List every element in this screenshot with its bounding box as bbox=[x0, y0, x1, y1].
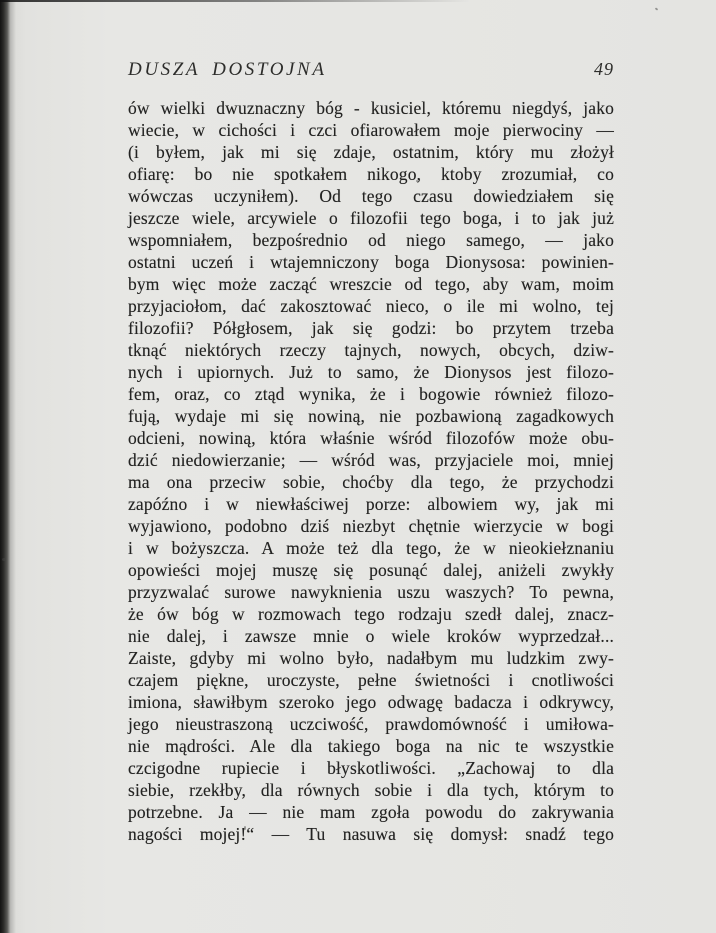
text-line: zapóźno i w niewłaściwej porze: albowiem wy, jak mi bbox=[128, 494, 614, 514]
text-line: fują, wydaje mi się nowiną, nie pozbawioną zagadkowych bbox=[128, 406, 614, 426]
scan-top-edge bbox=[0, 0, 470, 2]
text-line: Zaiste, gdyby mi wolno było, nadałbym mu ludzkim zwy- bbox=[128, 648, 614, 668]
text-line: wiecie, w cichości i czci ofiarowałem moje pierwociny — bbox=[128, 120, 614, 140]
text-line: i w bożyszcza. A może też dla tego, że w nieokiełznaniu bbox=[128, 538, 614, 558]
text-line: ów wielki dwuznaczny bóg - kusiciel, któremu niegdyś, jako bbox=[128, 98, 614, 118]
text-line: że ów bóg w rozmowach tego rodzaju szedł dalej, znacz- bbox=[128, 604, 614, 624]
text-line: nagości mojej!“ — Tu nasuwa się domysł: snadź tego bbox=[128, 824, 614, 844]
text-line: fem, oraz, co ztąd wynika, że i bogowie również filozo- bbox=[128, 384, 614, 404]
text-line: ma ona przeciw sobie, choćby dla tego, że przychodzi bbox=[128, 472, 614, 492]
text-line: ofiarę: bo nie spotkałem nikogo, ktoby zrozumiał, co bbox=[128, 164, 614, 184]
text-line: przyzwalać surowe nawyknienia uszu waszych? To pewna, bbox=[128, 582, 614, 602]
text-line: dzić niedowierzanie; — wśród was, przyjaciele moi, mniej bbox=[128, 450, 614, 470]
text-line: wyjawiono, podobno dziś niezbyt chętnie wierzycie w bogi bbox=[128, 516, 614, 536]
dust-speck bbox=[2, 558, 6, 561]
text-line: nych i upiornych. Już to samo, że Dionysos jest filozo- bbox=[128, 362, 614, 382]
text-line: opowieści mojej muszę się posunąć dalej, aniżeli zwykły bbox=[128, 560, 614, 580]
page-header bbox=[128, 59, 614, 81]
text-line: jego nieustraszoną uczciwość, prawdomówność i umiłowa- bbox=[128, 714, 614, 734]
text-line: ostatni uczeń i wtajemniczony boga Dionysosa: powinien- bbox=[128, 252, 614, 272]
text-line: czcigodne rupiecie i błyskotliwości. „Zachowaj to dla bbox=[128, 758, 614, 778]
text-line: nie dalej, i zawsze mnie o wiele kroków wyprzedzał... bbox=[128, 626, 614, 646]
text-line: odcieni, nowiną, która właśnie wśród filozofów może obu- bbox=[128, 428, 614, 448]
text-line: filozofii? Półgłosem, jak się godzi: bo przytem trzeba bbox=[128, 318, 614, 338]
text-line: tknąć niektórych rzeczy tajnych, nowych, obcych, dziw- bbox=[128, 340, 614, 360]
body-text bbox=[128, 97, 614, 845]
running-title: DUSZA DOSTOJNA bbox=[128, 59, 327, 80]
text-line: wspomniałem, bezpośrednio od niego samego, — jako bbox=[128, 230, 614, 250]
page-spine-shadow bbox=[0, 0, 16, 933]
text-line: siebie, rzekłby, dla równych sobie i dla tych, którym to bbox=[128, 780, 614, 800]
text-line: wówczas uczyniłem). Od tego czasu dowiedziałem się bbox=[128, 186, 614, 206]
text-line: imiona, sławiłbym szeroko jego odwagę badacza i odkrywcy, bbox=[128, 692, 614, 712]
text-line: nie mądrości. Ale dla takiego boga na nic te wszystkie bbox=[128, 736, 614, 756]
text-line: przyjaciołom, dać zakosztować nieco, o ile mi wolno, tej bbox=[128, 296, 614, 316]
text-line: jeszcze wiele, arcywiele o filozofii tego boga, i to jak już bbox=[128, 208, 614, 228]
text-line: potrzebne. Ja — nie mam zgoła powodu do zakrywania bbox=[128, 802, 614, 822]
page-number: 49 bbox=[594, 59, 614, 79]
dust-speck bbox=[655, 7, 659, 10]
text-line: czajem piękne, uroczyste, pełne świetności i cnotliwości bbox=[128, 670, 614, 690]
text-line: (i byłem, jak mi się zdaje, ostatnim, który mu złożył bbox=[128, 142, 614, 162]
text-line: bym więc może zacząć wreszcie od tego, aby wam, moim bbox=[128, 274, 614, 294]
